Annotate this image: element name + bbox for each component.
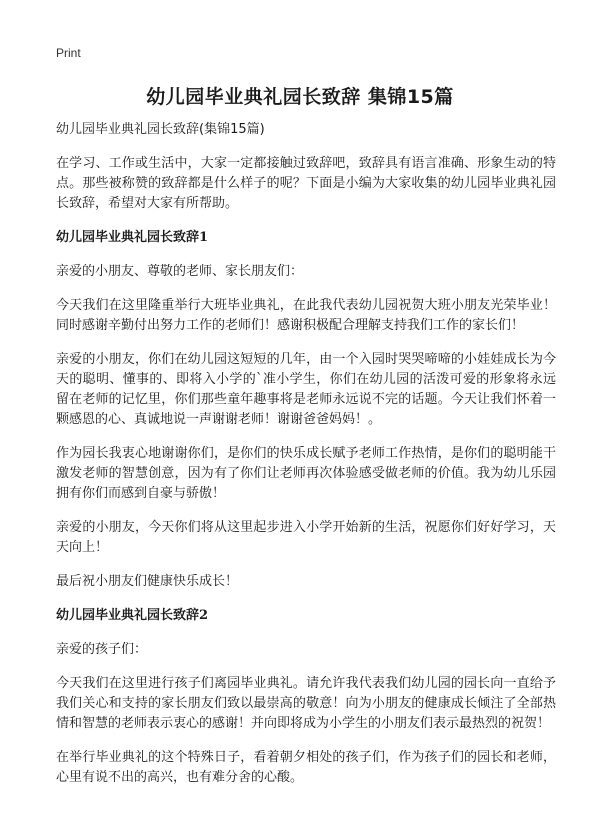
section-heading: 幼儿园毕业典礼园长致辞2 <box>56 608 209 623</box>
article-body <box>56 120 556 802</box>
paragraph: 作为园长我衷心地谢谢你们，是你们的快乐成长赋予老师工作热情，是你们的聪明能干激发老师的智慧创意，因为有了你们让老师再次体验感受做老师的价值。我为幼儿乐园拥有你们而感到自豪与骄傲！ <box>56 446 556 501</box>
paragraph: 最后祝小朋友们健康快乐成长！ <box>56 574 239 589</box>
intro-paragraph: 在学习、工作或生活中，大家一定都接触过致辞吧，致辞具有语言准确、形象生动的特点。那些被称赞的致辞都是什么样子的呢？下面是小编为大家收集的幼儿园毕业典礼园长致辞，希望对大家有所帮助。 <box>56 156 556 211</box>
page-title: 幼儿园毕业典礼园长致辞 集锦15篇 <box>146 86 454 108</box>
section-heading: 幼儿园毕业典礼园长致辞1 <box>56 230 209 245</box>
paragraph: 今天我们在这里隆重举行大班毕业典礼，在此我代表幼儿园祝贺大班小朋友光荣毕业！同时感谢辛勤付出努力工作的老师们！感谢积极配合理解支持我们工作的家长们！ <box>56 298 556 333</box>
article-subtitle: 幼儿园毕业典礼园长致辞(集锦15篇) <box>56 122 265 137</box>
paragraph: 今天我们在这里进行孩子们离园毕业典礼。请允许我代表我们幼儿园的园长向一直给予我们关心和支持的家长朋友们致以最崇高的敬意！向为小朋友的健康成长倾注了全部热情和智慧的老师表示衷心的感谢！并向即将成为小学生的小朋友们表示最热烈的祝贺！ <box>56 676 556 731</box>
paragraph: 亲爱的孩子们： <box>56 642 148 657</box>
paragraph: 在举行毕业典礼的这个特殊日子，看着朝夕相处的孩子们，作为孩子们的园长和老师，心里有说不出的高兴，也有难分舍的心酸。 <box>56 750 556 785</box>
print-link[interactable]: Print <box>56 46 81 60</box>
paragraph: 亲爱的小朋友、尊敬的老师、家长朋友们： <box>56 264 304 279</box>
paragraph: 亲爱的小朋友，今天你们将从这里起步进入小学开始新的生活，祝愿你们好好学习，天天向上！ <box>56 520 556 555</box>
paragraph: 亲爱的小朋友，你们在幼儿园这短短的几年，由一个入园时哭哭啼啼的小娃娃成长为今天的聪明、懂事的、即将入小学的`准小学生，你们在幼儿园的活泼可爱的形象将永远留在老师的记忆里，你们那些童年趣事将是老师永远说不完的话题。今天让我们怀着一颗感恩的心、真诚地说一声谢谢老师！谢谢爸爸妈妈！。 <box>56 352 556 427</box>
